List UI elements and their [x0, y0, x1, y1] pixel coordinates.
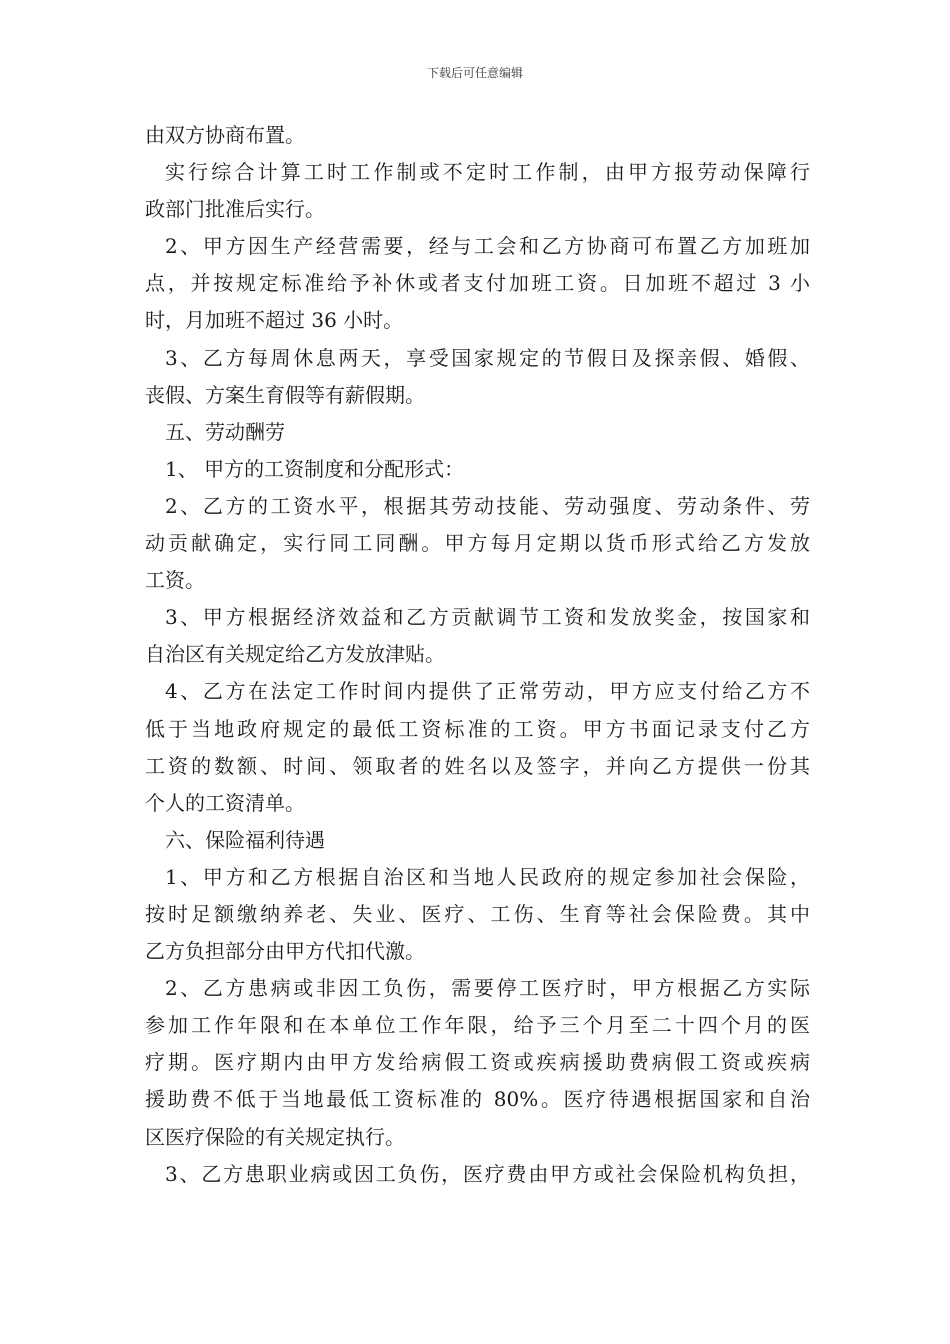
text-line: 3、乙方每周休息两天，享受国家规定的节假日及探亲假、婚假、 [165, 345, 810, 370]
text-line: 2、乙方患病或非因工负伤，需要停工医疗时，甲方根据乙方实际 [165, 976, 810, 1001]
text-line: 实行综合计算工时工作制或不定时工作制，由甲方报劳动保障行 [165, 160, 810, 185]
text-line: 动贡献确定，实行同工同酬。甲方每月定期以货币形式给乙方发放 [145, 531, 810, 556]
text-line: 参加工作年限和在本单位工作年限，给予三个月至二十四个月的医 [145, 1013, 810, 1038]
text-line: 低于当地政府规定的最低工资标准的工资。甲方书面记录支付乙方 [145, 716, 810, 741]
text-line: 1、 甲方的工资制度和分配形式： [165, 456, 465, 481]
text-line: 丧假、方案生育假等有薪假期。 [145, 382, 425, 407]
text-line: 政部门批准后实行。 [145, 197, 325, 222]
text-line: 自治区有关规定给乙方发放津贴。 [145, 642, 445, 667]
text-line: 援助费不低于当地最低工资标准的 80%。医疗待遇根据国家和自治 [145, 1087, 810, 1112]
text-line: 3、乙方患职业病或因工负伤，医疗费由甲方或社会保险机构负担， [165, 1161, 810, 1186]
text-line: 个人的工资清单。 [145, 790, 305, 815]
text-line: 工资的数额、时间、领取者的姓名以及签字，并向乙方提供一份其 [145, 753, 810, 778]
text-line: 4、乙方在法定工作时间内提供了正常劳动，甲方应支付给乙方不 [165, 679, 810, 704]
text-line: 1、甲方和乙方根据自治区和当地人民政府的规定参加社会保险， [165, 864, 810, 889]
text-line: 区医疗保险的有关规定执行。 [145, 1124, 405, 1149]
text-line: 疗期。医疗期内由甲方发给病假工资或疾病援助费病假工资或疾病 [145, 1050, 810, 1075]
text-line: 由双方协商布置。 [145, 123, 305, 147]
text-line: 时，月加班不超过 36 小时。 [145, 308, 404, 333]
text-line: 乙方负担部分由甲方代扣代激。 [145, 939, 425, 964]
text-line: 2、乙方的工资水平，根据其劳动技能、劳动强度、劳动条件、劳 [165, 493, 810, 518]
text-line: 3、甲方根据经济效益和乙方贡献调节工资和发放奖金，按国家和 [165, 605, 810, 630]
text-line: 按时足额缴纳养老、失业、医疗、工伤、生育等社会保险费。其中 [145, 901, 810, 926]
text-line: 点，并按规定标准给予补休或者支付加班工资。日加班不超过 3 小 [145, 271, 810, 296]
document-body [145, 117, 810, 1193]
text-line: 五、劳动酬劳 [165, 419, 285, 444]
text-line: 2、甲方因生产经营需要，经与工会和乙方协商可布置乙方加班加 [165, 234, 810, 259]
text-line: 六、保险福利待遇 [165, 827, 325, 852]
text-line: 工资。 [145, 568, 205, 593]
page-header: 下载后可任意编辑 [426, 66, 523, 80]
